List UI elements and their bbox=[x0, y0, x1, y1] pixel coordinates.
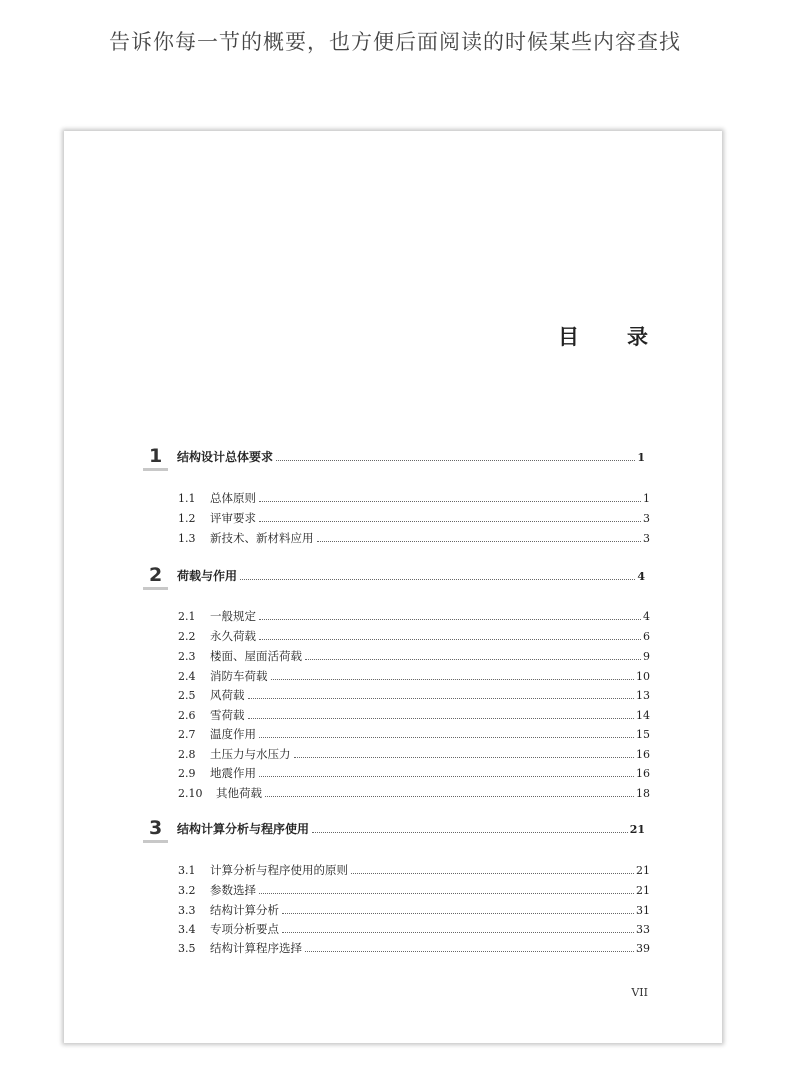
section-title: 新技术、新材料应用 bbox=[210, 531, 314, 545]
chapter-title: 荷载与作用 bbox=[177, 569, 238, 583]
dot-leader bbox=[259, 893, 634, 894]
section-number: 1.2 bbox=[178, 512, 196, 525]
toc-section-3-2[interactable] bbox=[178, 881, 650, 899]
section-number: 1.3 bbox=[178, 532, 196, 545]
dot-leader bbox=[259, 776, 634, 777]
dot-leader bbox=[282, 913, 634, 914]
section-title: 结构计算分析 bbox=[210, 903, 279, 917]
section-number: 3.1 bbox=[178, 864, 196, 877]
section-number: 2.5 bbox=[178, 689, 196, 702]
dot-leader bbox=[259, 737, 634, 738]
chapter-page: 4 bbox=[637, 570, 645, 583]
section-page: 16 bbox=[636, 748, 650, 761]
section-page: 6 bbox=[643, 630, 650, 643]
toc-section-2-4[interactable] bbox=[178, 667, 650, 685]
chapter-page: 21 bbox=[629, 823, 645, 836]
toc-chapter-3[interactable] bbox=[143, 819, 645, 841]
toc-section-2-8[interactable] bbox=[178, 745, 650, 763]
section-title: 风荷载 bbox=[210, 688, 245, 702]
toc-section-1-1[interactable] bbox=[178, 489, 650, 507]
toc-chapter-1[interactable] bbox=[143, 447, 645, 469]
toc-section-2-6[interactable] bbox=[178, 706, 650, 724]
toc-section-2-10[interactable] bbox=[178, 784, 650, 802]
section-title: 其他荷载 bbox=[216, 786, 262, 800]
section-title: 永久荷载 bbox=[210, 629, 256, 643]
section-number: 3.3 bbox=[178, 904, 196, 917]
dot-leader bbox=[276, 460, 635, 461]
section-page: 39 bbox=[636, 942, 650, 955]
toc-section-3-1[interactable] bbox=[178, 861, 650, 879]
section-number: 3.4 bbox=[178, 923, 196, 936]
dot-leader bbox=[271, 679, 635, 680]
section-title: 总体原则 bbox=[210, 491, 256, 505]
section-title: 温度作用 bbox=[210, 727, 256, 741]
toc-section-3-4[interactable] bbox=[178, 920, 650, 938]
section-page: 21 bbox=[636, 884, 650, 897]
dot-leader bbox=[265, 796, 634, 797]
section-title: 计算分析与程序使用的原则 bbox=[210, 863, 348, 877]
section-title: 评审要求 bbox=[210, 511, 256, 525]
dot-leader bbox=[294, 757, 635, 758]
toc-chapter-2[interactable] bbox=[143, 566, 645, 588]
dot-leader bbox=[248, 718, 635, 719]
toc-section-2-3[interactable] bbox=[178, 647, 650, 665]
section-title: 参数选择 bbox=[210, 883, 256, 897]
toc-section-2-5[interactable] bbox=[178, 686, 650, 704]
section-number: 3.5 bbox=[178, 942, 196, 955]
section-page: 31 bbox=[636, 904, 650, 917]
section-title: 专项分析要点 bbox=[210, 922, 279, 936]
section-page: 10 bbox=[636, 670, 650, 683]
section-title: 地震作用 bbox=[210, 766, 256, 780]
section-number: 2.6 bbox=[178, 709, 196, 722]
section-page: 4 bbox=[643, 610, 650, 623]
dot-leader bbox=[282, 932, 634, 933]
section-page: 18 bbox=[636, 787, 650, 800]
section-number: 2.2 bbox=[178, 630, 196, 643]
section-number: 1.1 bbox=[178, 492, 196, 505]
section-title: 雪荷载 bbox=[210, 708, 245, 722]
toc-section-1-3[interactable] bbox=[178, 529, 650, 547]
section-page: 9 bbox=[643, 650, 650, 663]
dot-leader bbox=[317, 541, 642, 542]
dot-leader bbox=[259, 619, 641, 620]
section-number: 2.7 bbox=[178, 728, 196, 741]
toc-title-char-1: 目 bbox=[558, 324, 579, 349]
document-page bbox=[64, 131, 722, 1043]
chapter-underline bbox=[143, 587, 168, 590]
section-number: 2.10 bbox=[178, 787, 203, 800]
section-number: 2.3 bbox=[178, 650, 196, 663]
section-number: 2.4 bbox=[178, 670, 196, 683]
toc-section-2-1[interactable] bbox=[178, 607, 650, 625]
toc-section-3-3[interactable] bbox=[178, 901, 650, 919]
chapter-number: 3 bbox=[149, 817, 163, 839]
section-title: 一般规定 bbox=[210, 609, 256, 623]
section-number: 2.1 bbox=[178, 610, 196, 623]
toc-section-2-2[interactable] bbox=[178, 627, 650, 645]
chapter-number: 1 bbox=[149, 445, 163, 467]
page-number: VII bbox=[631, 986, 648, 999]
toc-title bbox=[558, 321, 648, 351]
dot-leader bbox=[305, 659, 641, 660]
chapter-underline bbox=[143, 840, 168, 843]
dot-leader bbox=[248, 698, 635, 699]
chapter-title: 结构计算分析与程序使用 bbox=[177, 822, 310, 836]
dot-leader bbox=[351, 873, 634, 874]
section-title: 楼面、屋面活荷载 bbox=[210, 649, 302, 663]
toc-section-3-5[interactable] bbox=[178, 939, 650, 957]
section-number: 2.9 bbox=[178, 767, 196, 780]
section-page: 13 bbox=[636, 689, 650, 702]
section-page: 3 bbox=[643, 512, 650, 525]
section-page: 3 bbox=[643, 532, 650, 545]
toc-section-1-2[interactable] bbox=[178, 509, 650, 527]
section-page: 1 bbox=[643, 492, 650, 505]
section-number: 2.8 bbox=[178, 748, 196, 761]
toc-section-2-7[interactable] bbox=[178, 725, 650, 743]
section-page: 33 bbox=[636, 923, 650, 936]
chapter-title: 结构设计总体要求 bbox=[177, 450, 274, 464]
dot-leader bbox=[259, 521, 641, 522]
section-page: 15 bbox=[636, 728, 650, 741]
section-page: 21 bbox=[636, 864, 650, 877]
section-title: 消防车荷载 bbox=[210, 669, 268, 683]
section-page: 16 bbox=[636, 767, 650, 780]
dot-leader bbox=[259, 501, 641, 502]
chapter-page: 1 bbox=[637, 451, 645, 464]
dot-leader bbox=[259, 639, 641, 640]
dot-leader bbox=[305, 951, 634, 952]
section-title: 土压力与水压力 bbox=[210, 747, 291, 761]
toc-section-2-9[interactable] bbox=[178, 764, 650, 782]
dot-leader bbox=[240, 579, 635, 580]
section-title: 结构计算程序选择 bbox=[210, 941, 302, 955]
section-page: 14 bbox=[636, 709, 650, 722]
section-number: 3.2 bbox=[178, 884, 196, 897]
dot-leader bbox=[312, 832, 628, 833]
caption-text: 告诉你每一节的概要，也方便后面阅读的时候某些内容查找 bbox=[109, 30, 681, 54]
chapter-number: 2 bbox=[149, 564, 163, 586]
toc-title-char-2: 录 bbox=[627, 324, 648, 349]
chapter-underline bbox=[143, 468, 168, 471]
